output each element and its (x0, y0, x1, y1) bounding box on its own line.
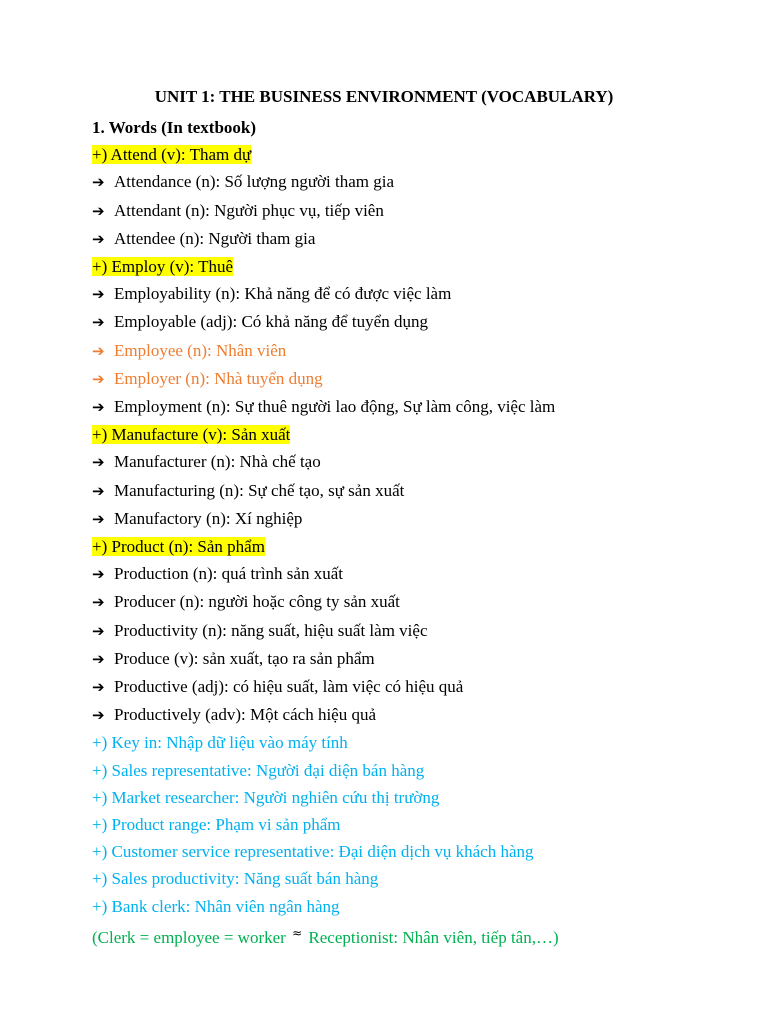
list-item: ➔ Productively (adv): Một cách hiệu quả (92, 701, 732, 729)
list-item: ➔ Attendance (n): Số lượng người tham gia (92, 168, 732, 196)
arrow-icon: ➔ (92, 229, 105, 248)
arrow-icon: ➔ (92, 509, 105, 528)
arrow-icon: ➔ (92, 678, 105, 697)
section-heading: 1. Words (In textbook) (92, 118, 257, 137)
note-right: Receptionist: Nhân viên, tiếp tân,…) (308, 927, 559, 947)
term-line: +) Product range: Phạm vi sản phẩm (92, 815, 341, 835)
list-item: ➔ Employment (n): Sự thuê người lao động, Sự làm công, việc làm (92, 393, 732, 421)
term-line: +) Market researcher: Người nghiên cứu thị trường (92, 787, 440, 807)
arrow-icon: ➔ (92, 285, 105, 304)
list-item: ➔ Manufacturer (n): Nhà chế tạo (92, 448, 732, 476)
list-item: ➔ Attendee (n): Người tham gia (92, 225, 732, 253)
term-line: +) Sales productivity: Năng suất bán hàng (92, 869, 379, 889)
arrow-icon: ➔ (92, 453, 105, 472)
term-line: +) Key in: Nhập dữ liệu vào máy tính (92, 733, 348, 753)
list-item: ➔ Produce (v): sản xuất, tạo ra sản phẩm (92, 645, 732, 673)
term-line: +) Sales representative: Người đại diện bán hàng (92, 760, 425, 780)
group-head-product: +) Product (n): Sản phẩm (92, 537, 265, 557)
note-line (92, 920, 732, 951)
arrow-icon: ➔ (92, 706, 105, 725)
document-page (92, 84, 732, 951)
arrow-icon: ➔ (92, 173, 105, 192)
approx-icon: ≈ (292, 925, 303, 940)
list-item: ➔ Employable (adj): Có khả năng để tuyển dụng (92, 308, 732, 336)
list-item: ➔ Productive (adj): có hiệu suất, làm việc có hiệu quả (92, 673, 732, 701)
arrow-icon: ➔ (92, 341, 105, 360)
arrow-icon: ➔ (92, 369, 105, 388)
group-head-employ: +) Employ (v): Thuê (92, 257, 233, 277)
arrow-icon: ➔ (92, 565, 105, 584)
arrow-icon: ➔ (92, 649, 105, 668)
arrow-icon: ➔ (92, 398, 105, 417)
term-line: +) Bank clerk: Nhân viên ngân hàng (92, 896, 340, 916)
list-item: ➔ Productivity (n): năng suất, hiệu suất làm việc (92, 617, 732, 645)
note-left: (Clerk = employee = worker (92, 927, 286, 947)
group-head-attend: +) Attend (v): Tham dự (92, 145, 252, 165)
arrow-icon: ➔ (92, 621, 105, 640)
list-item: ➔ Production (n): quá trình sản xuất (92, 560, 732, 588)
list-item: ➔ Attendant (n): Người phục vụ, tiếp viên (92, 197, 732, 225)
arrow-icon: ➔ (92, 593, 105, 612)
list-item: ➔ Manufacturing (n): Sự chế tạo, sự sản xuất (92, 477, 732, 505)
list-item: ➔ Employee (n): Nhân viên (92, 337, 732, 365)
list-item: ➔ Manufactory (n): Xí nghiệp (92, 505, 732, 533)
page-title: UNIT 1: THE BUSINESS ENVIRONMENT (VOCABULARY) (154, 87, 614, 106)
list-item: ➔ Employer (n): Nhà tuyển dụng (92, 365, 732, 393)
list-item: ➔ Employability (n): Khả năng để có được việc làm (92, 280, 732, 308)
arrow-icon: ➔ (92, 481, 105, 500)
term-line: +) Customer service representative: Đại diện dịch vụ khách hàng (92, 842, 534, 862)
arrow-icon: ➔ (92, 313, 105, 332)
list-item: ➔ Producer (n): người hoặc công ty sản xuất (92, 588, 732, 616)
arrow-icon: ➔ (92, 201, 105, 220)
group-head-manufacture: +) Manufacture (v): Sản xuất (92, 425, 291, 445)
